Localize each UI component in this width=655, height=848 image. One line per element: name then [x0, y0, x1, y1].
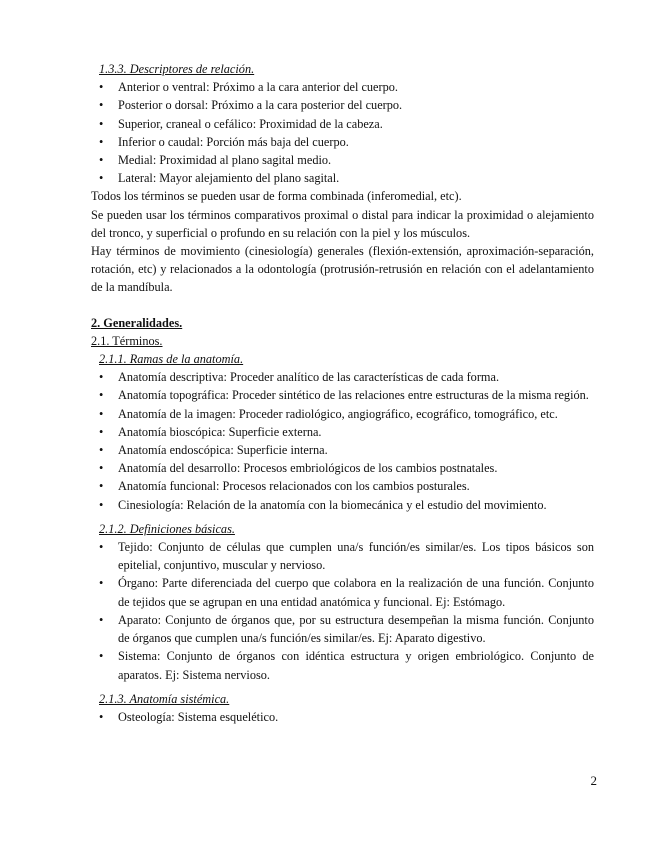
list-item: • Inferior o caudal: Porción más baja del cuerpo. — [91, 133, 594, 151]
bullet-icon: • — [99, 80, 104, 95]
bullet-icon: • — [99, 388, 104, 403]
list-item: • Anatomía topográfica: Proceder sintético de las relaciones entre estructuras de la misma región. — [91, 386, 594, 404]
list-item: • Superior, craneal o cefálico: Proximidad de la cabeza. — [91, 115, 594, 133]
list-item: • Medial: Proximidad al plano sagital medio. — [91, 151, 594, 169]
list-item: • Anatomía del desarrollo: Procesos embriológicos de los cambios postnatales. — [91, 459, 594, 477]
bullet-icon: • — [99, 612, 104, 627]
anatomy-branches-list — [91, 368, 594, 514]
list-item: • Anatomía bioscópica: Superficie externa. — [91, 423, 594, 441]
bullet-icon: • — [99, 497, 104, 512]
bullet-icon: • — [99, 153, 104, 168]
bullet-icon: • — [99, 116, 104, 131]
page-number: 2 — [590, 773, 597, 788]
bullet-icon: • — [99, 540, 104, 555]
heading-2-1: 2.1. Términos. — [91, 333, 163, 348]
list-item: • Órgano: Parte diferenciada del cuerpo que colabora en la realización de una función. Conjunto de tejidos que se agrupan en una entidad anatómica y funcional. Ej: Estómago. — [99, 576, 594, 609]
paragraph-comparative-terms: Se pueden usar los términos comparativos proximal o distal para indicar la proximidad o alejamiento del tronco, y superficial o profundo en su relación con la piel y los músculos. — [91, 207, 594, 240]
list-item: • Anatomía endoscópica: Superficie interna. — [91, 441, 594, 459]
list-item: • Sistema: Conjunto de órganos con idéntica estructura y origen embriológico. Conjunto de aparatos. Ej: Sistema nervioso. — [99, 649, 594, 682]
list-item: • Osteología: Sistema esquelético. — [91, 708, 594, 726]
bullet-icon: • — [99, 98, 104, 113]
list-item: • Lateral: Mayor alejamiento del plano sagital. — [91, 169, 594, 187]
list-item: • Anterior o ventral: Próximo a la cara anterior del cuerpo. — [91, 78, 594, 96]
list-item: • Anatomía funcional: Procesos relacionados con los cambios posturales. — [91, 477, 594, 495]
list-item: • Posterior o dorsal: Próximo a la cara posterior del cuerpo. — [91, 96, 594, 114]
bullet-icon: • — [99, 171, 104, 186]
page-content — [91, 60, 594, 726]
bullet-icon: • — [99, 576, 104, 591]
heading-1-3-3: 1.3.3. Descriptores de relación. — [99, 62, 255, 76]
basic-definitions-list — [91, 538, 594, 684]
list-item: • Aparato: Conjunto de órganos que, por su estructura desempeñan la misma función. Conjunto de órganos que cumplen una/s función/es similar/es. Ej: Aparato digestivo. — [99, 612, 594, 646]
heading-2-1-1: 2.1.1. Ramas de la anatomía. — [99, 352, 244, 367]
heading-2: 2. Generalidades. — [91, 315, 183, 330]
bullet-icon: • — [99, 406, 104, 421]
bullet-icon: • — [99, 479, 104, 494]
bullet-icon: • — [99, 134, 104, 149]
list-item: • Anatomía de la imagen: Proceder radiológico, angiográfico, ecográfico, tomográfico, etc. — [91, 405, 594, 423]
bullet-icon: • — [99, 443, 104, 458]
list-item: • Anatomía descriptiva: Proceder analítico de las características de cada forma. — [91, 368, 594, 386]
bullet-icon: • — [99, 709, 104, 724]
paragraph-combined-terms: Todos los términos se pueden usar de forma combinada (inferomedial, etc). — [91, 189, 462, 204]
list-item: • Cinesiología: Relación de la anatomía con la biomecánica y el estudio del movimiento. — [91, 496, 594, 514]
systemic-anatomy-list — [91, 708, 594, 726]
bullet-icon: • — [99, 370, 104, 385]
list-item: • Tejido: Conjunto de células que cumplen una/s función/es similar/es. Los tipos básicos son epitelial, conjuntivo, muscular y nervioso. — [99, 540, 594, 573]
bullet-icon: • — [99, 461, 104, 476]
paragraph-movement-terms: Hay términos de movimiento (cinesiología) generales (flexión-extensión, aproximación-separación, rotación, etc) y relacionados a la odontología (protrusión-retrusión en relación con el adelantamiento de la mandíbula. — [91, 244, 594, 295]
bullet-icon: • — [99, 424, 104, 439]
bullet-icon: • — [99, 649, 104, 664]
relation-descriptor-list — [91, 78, 594, 187]
heading-2-1-3: 2.1.3. Anatomía sistémica. — [99, 691, 230, 706]
heading-2-1-2: 2.1.2. Definiciones básicas. — [99, 521, 235, 536]
